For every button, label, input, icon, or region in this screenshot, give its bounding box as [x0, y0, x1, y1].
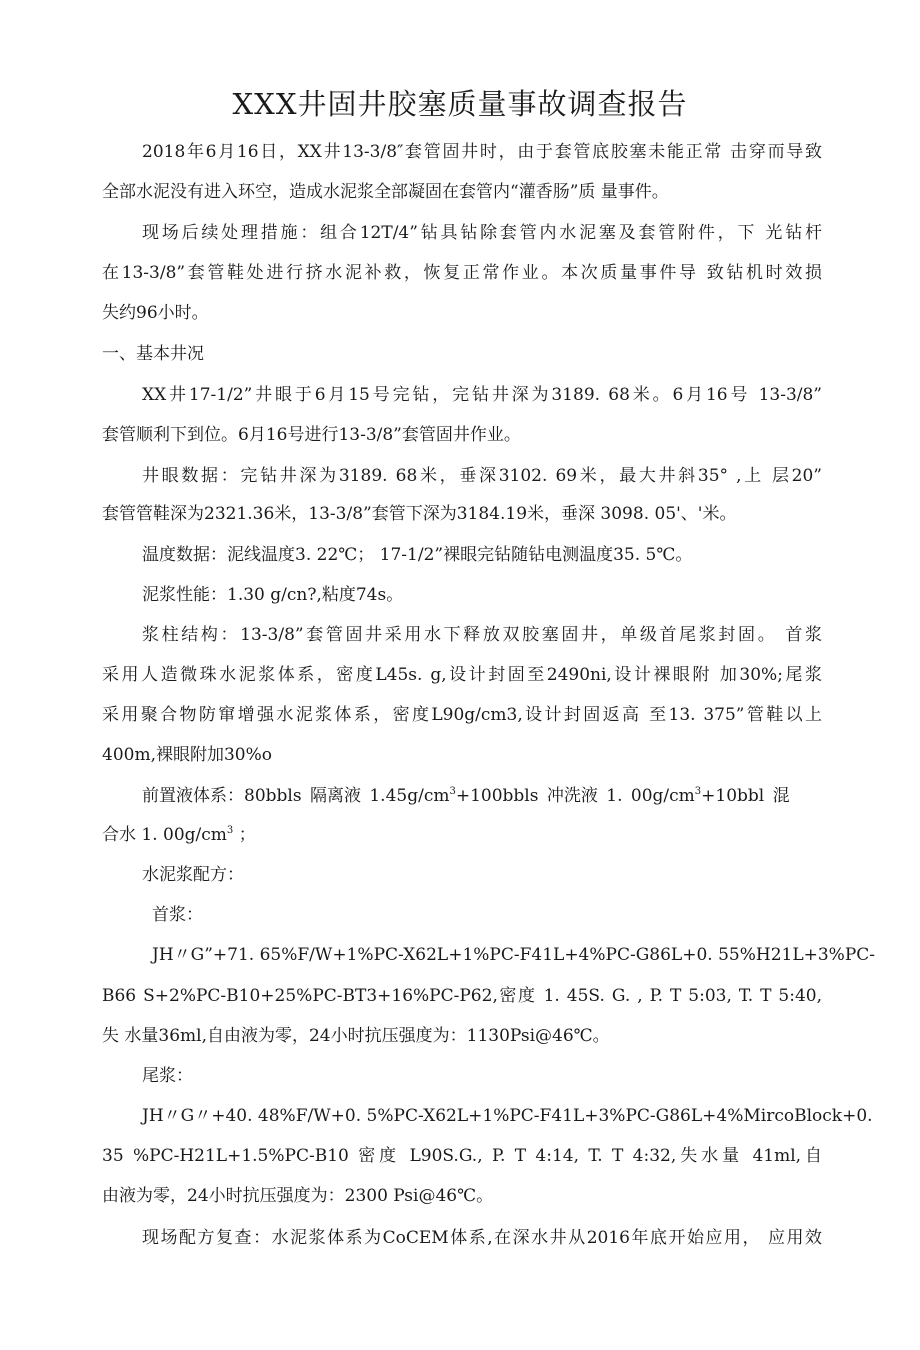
- paragraph-line: 全部水泥没有进入环空，造成水泥浆全部凝固在套管内“灌香肠”质 量事件。: [102, 182, 669, 202]
- text-segment: 前置液体系：80bbls 隔离液 1.45g/cm: [142, 786, 450, 806]
- paragraph-line: B66 S+2%PC-B10+25%PC-BT3+16%PC-P62,密度 1. 45S. G. , P. T 5:03, T. T 5:40,: [102, 986, 822, 1006]
- text-segment: +100bbls 冲洗液 1. 00g/cm: [455, 786, 695, 806]
- paragraph-line: JH〃G”+71. 65%F/W+1%PC-X62L+1%PC-F41L+4%PC-G86L+0. 55%H21L+3%PC-: [152, 945, 876, 965]
- text-segment: +10bbl 混: [701, 786, 790, 806]
- paragraph-line: 井眼数据：完钻井深为3189. 68米，垂深3102. 69米，最大井斜35° ,上 层20”: [142, 466, 822, 486]
- section-label: 尾浆：: [142, 1066, 193, 1086]
- paragraph-line: 400m,裸眼附加30%o: [102, 745, 272, 765]
- text-segment: 合水 1. 00g/cm: [102, 825, 227, 845]
- paragraph-line: 采用聚合物防窜增强水泥浆体系，密度L90g/cm3,设计封固返高 至13. 375”管鞋以上: [102, 705, 822, 725]
- report-title: XXX井固井胶塞质量事故调查报告: [232, 87, 688, 121]
- paragraph-line: 35 %PC-H21L+1.5%PC-B10 密度 L90S.G., P. T 4:14, T. T 4:32,失水量 41ml,自: [102, 1146, 822, 1166]
- superscript: 3: [694, 786, 702, 797]
- paragraph-line: 温度数据：泥线温度3. 22℃； 17-1/2”裸眼完钻随钻电测温度35. 5℃。: [142, 545, 693, 565]
- superscript: 3: [226, 825, 234, 836]
- paragraph-line: 在13-3/8”套管鞋处进行挤水泥补救，恢复正常作业。本次质量事件导 致钻机时效损: [102, 263, 822, 283]
- paragraph-line: 套管顺利下到位。6月16号进行13-3/8”套管固井作业。: [102, 425, 521, 445]
- section-label: 首浆：: [152, 905, 203, 925]
- paragraph-line: [102, 822, 822, 848]
- paragraph-line: 2018年6月16日，XX井13-3/8″套管固井时，由于套管底胶塞未能正常 击穿而导致: [142, 142, 822, 162]
- paragraph-line: XX井17-1/2”井眼于6月15号完钻，完钻井深为3189. 68米。6月16号 13-3/8”: [142, 385, 822, 405]
- text-segment: ；: [233, 825, 256, 845]
- paragraph-line: [142, 783, 822, 809]
- paragraph-line: JH〃G〃+40. 48%F/W+0. 5%PC-X62L+1%PC-F41L+3%PC-G86L+4%MircoBlock+0.: [142, 1106, 873, 1126]
- paragraph-line: 失约96小时。: [102, 303, 209, 323]
- paragraph-line: 由液为零，24小时抗压强度为：2300 Psi@46℃。: [102, 1186, 494, 1206]
- paragraph-line: 采用人造微珠水泥浆体系，密度L45s. g,设计封固至2490ni,设计裸眼附 加30%;尾浆: [102, 665, 822, 685]
- paragraph-line: 浆柱结构：13-3/8”套管固井采用水下释放双胶塞固井，单级首尾浆封固。 首浆: [142, 625, 822, 645]
- paragraph-line: 现场配方复查：水泥浆体系为CoCEM体系,在深水井从2016年底开始应用， 应用效: [142, 1228, 822, 1248]
- superscript: 3: [449, 786, 456, 797]
- paragraph-line: 现场后续处理措施：组合12T/4”钻具钻除套管内水泥塞及套管附件，下 光钻杆: [142, 223, 822, 243]
- section-label: 水泥浆配方：: [142, 865, 244, 885]
- section-heading: 一、基本井况: [102, 344, 204, 364]
- paragraph-line: 失 水量36ml,自由液为零，24小时抗压强度为：1130Psi@46℃。: [102, 1026, 610, 1046]
- paragraph-line: 泥浆性能：1.30 g/cn?,粘度74s。: [142, 585, 404, 605]
- paragraph-line: 套管管鞋深为2321.36米，13-3/8”套管下深为3184.19米，垂深 3098. 05'、'米。: [102, 504, 737, 524]
